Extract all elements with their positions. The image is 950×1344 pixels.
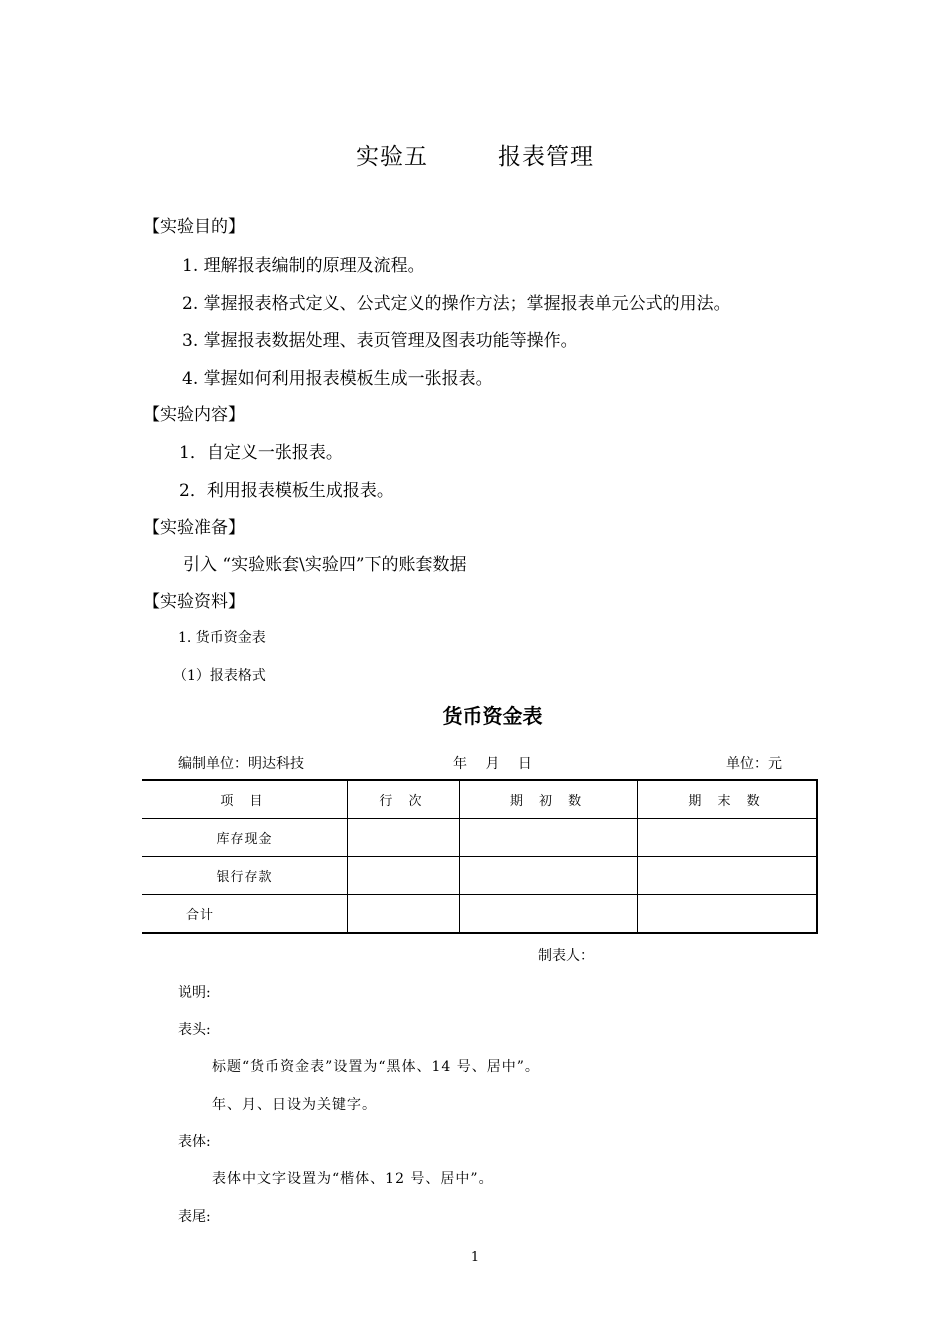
prep-heading: 【实验准备】 xyxy=(143,518,245,538)
money-fund-table xyxy=(142,779,818,934)
purpose-item-3: 3. 掌握报表数据处理、表页管理及图表功能等操作。 xyxy=(182,331,578,351)
table-cell xyxy=(459,819,637,857)
table-row xyxy=(142,895,817,934)
content-item-2: 2．利用报表模板生成报表。 xyxy=(179,481,394,501)
table-cell xyxy=(638,857,817,895)
table-cell xyxy=(638,819,817,857)
row-label-total: 合计 xyxy=(142,895,348,934)
table-cell xyxy=(638,895,817,934)
notes-header-line-1: 标题“货币资金表”设置为“黑体、14 号、居中”。 xyxy=(212,1059,540,1075)
table-header-row xyxy=(142,780,817,819)
purpose-item-4: 4. 掌握如何利用报表模板生成一张报表。 xyxy=(182,369,493,389)
content-item-1: 1．自定义一张报表。 xyxy=(179,443,343,463)
page-title xyxy=(0,138,950,171)
header-item: 项 目 xyxy=(142,780,348,819)
title-part2: 报表管理 xyxy=(498,144,594,170)
table-cell xyxy=(459,895,637,934)
notes-footer-label: 表尾: xyxy=(178,1209,211,1225)
report-preparer-label: 制表人： xyxy=(538,948,594,964)
purpose-heading: 【实验目的】 xyxy=(143,217,245,237)
report-currency-label: 单位：元 xyxy=(726,756,782,772)
table-row xyxy=(142,857,817,895)
notes-header-line-2: 年、月、日设为关键字。 xyxy=(212,1097,377,1113)
header-closing: 期 末 数 xyxy=(638,780,817,819)
report-date-label: 年 月 日 xyxy=(453,756,532,772)
table-cell xyxy=(459,857,637,895)
page-number: 1 xyxy=(470,1250,480,1265)
content-heading: 【实验内容】 xyxy=(143,405,245,425)
report-unit-label: 编制单位：明达科技 xyxy=(178,756,304,772)
material-item-1: 1. 货币资金表 xyxy=(178,630,266,646)
table-cell xyxy=(348,895,460,934)
purpose-item-1: 1. 理解报表编制的原理及流程。 xyxy=(182,256,425,276)
header-opening: 期 初 数 xyxy=(459,780,637,819)
material-sub-1: （1）报表格式 xyxy=(173,668,266,684)
notes-label: 说明: xyxy=(178,985,211,1001)
table-cell xyxy=(348,857,460,895)
notes-body-label: 表体: xyxy=(178,1134,211,1150)
title-part1: 实验五 xyxy=(356,144,428,170)
table-cell xyxy=(348,819,460,857)
material-heading: 【实验资料】 xyxy=(143,592,245,612)
table-row xyxy=(142,819,817,857)
prep-text: 引入 “实验账套\实验四”下的账套数据 xyxy=(183,555,467,575)
row-label-cash: 库存现金 xyxy=(142,819,348,857)
notes-header-label: 表头: xyxy=(178,1022,211,1038)
report-title: 货币资金表 xyxy=(442,704,543,728)
purpose-item-2: 2. 掌握报表格式定义、公式定义的操作方法；掌握报表单元公式的用法。 xyxy=(182,294,731,314)
header-line-no: 行 次 xyxy=(348,780,460,819)
notes-body-line-1: 表体中文字设置为“楷体、12 号、居中”。 xyxy=(212,1171,494,1187)
row-label-bank: 银行存款 xyxy=(142,857,348,895)
